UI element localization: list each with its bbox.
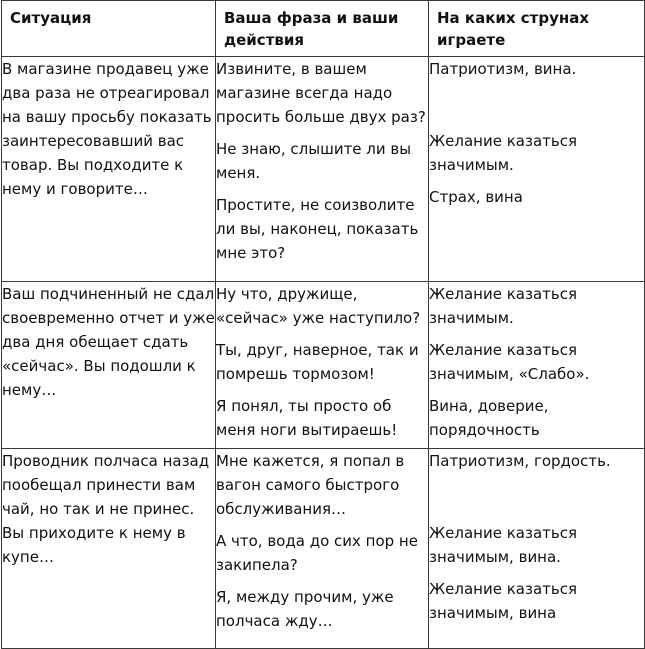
string-entry: Желание казаться значимым. [429,285,577,327]
phrase-entry: Ты, друг, наверное, так и помрешь тормозом! [216,341,419,383]
header-strings: На каких струнах играете [429,1,645,57]
string-entry: Патриотизм, гордость. [429,452,611,470]
manipulation-table [1,0,645,649]
table-row [2,449,645,649]
phrase-entry: Простите, не соизволите ли вы, наконец, показать мне это? [216,196,419,262]
phrase-entry: Я понял, ты просто об меня ноги вытираешь! [216,397,398,439]
phrase-entry: Я, между прочим, уже полчаса жду… [216,588,394,630]
table-row [2,57,645,282]
string-entry: Желание казаться значимым, «Слабо». [429,341,590,383]
phrase-entry: Мне кажется, я попал в вагон самого быстрого обслуживания… [216,452,405,518]
string-entry: Страх, вина [429,188,523,206]
header-situation: Ситуация [2,1,216,57]
phrase-entry: Не знаю, слышите ли вы меня. [216,140,412,182]
table-row [2,282,645,449]
phrase-entry: Ну что, дружище, «сейчас» уже наступило? [216,285,421,327]
phrases-cell [216,282,429,449]
phrase-entry: Извините, в вашем магазине всегда надо просить больше двух раз? [216,60,426,126]
header-phrase-actions: Ваша фраза и ваши действия [216,1,429,57]
string-entry: Желание казаться значимым, вина. [429,524,577,566]
strings-cell [429,282,645,449]
phrases-cell [216,449,429,649]
string-entry: Желание казаться значимым, вина [429,580,577,622]
situation-cell: В магазине продавец уже два раза не отреагировал на вашу просьбу показать заинтересовавший вас товар. Вы подходите к нему и говорите… [2,57,216,282]
string-entry: Вина, доверие, порядочность [429,397,549,439]
strings-cell [429,449,645,649]
situation-cell: Проводник полчаса назад пообещал принести вам чай, но так и не принес. Вы приходите к нему в купе… [2,449,216,649]
situation-cell: Ваш подчиненный не сдал своевременно отчет и уже два дня обещает сдать «сейчас». Вы подошли к нему… [2,282,216,449]
string-entry: Патриотизм, вина. [429,60,577,78]
phrase-entry: А что, вода до сих пор не закипела? [216,532,418,574]
string-entry: Желание казаться значимым. [429,132,577,174]
strings-cell [429,57,645,282]
table-header-row [2,1,645,57]
phrases-cell [216,57,429,282]
